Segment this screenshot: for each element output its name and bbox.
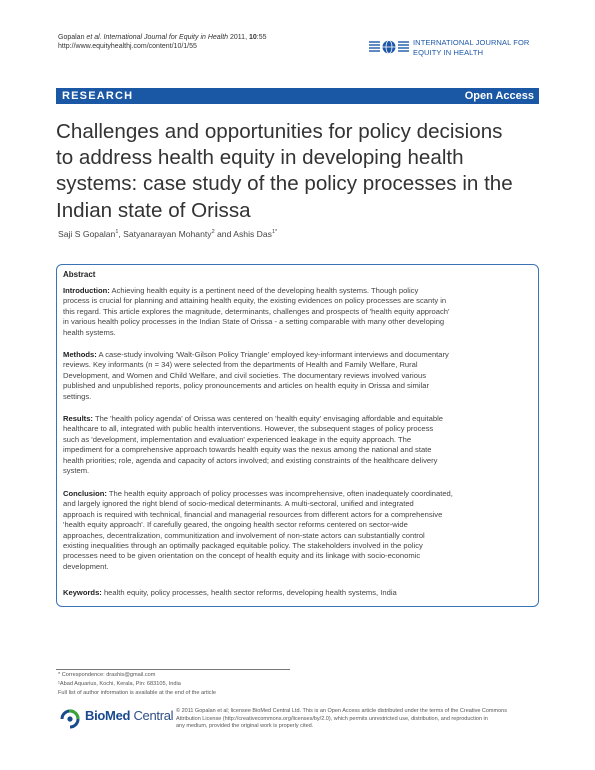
author-name[interactable]: Saji S Gopalan <box>58 229 116 239</box>
citation-line <box>58 33 267 43</box>
abstract-conclusion <box>63 489 533 572</box>
abstract-line: and largely ignored the right blend of socio-medical determinants. A multi-sectoral, unified and integrated <box>63 499 414 509</box>
author-separator: and <box>214 229 234 239</box>
abstract-line: process is crucial for planning and attaining health equity, the existing evidences on policy processes are scanty in <box>63 296 447 306</box>
author-separator: , <box>118 229 124 239</box>
affiliation-note: ¹Abad Aquarius, Kochi, Kerala, Pin: 683105, India <box>58 681 181 687</box>
section-label: Keywords: <box>63 588 102 597</box>
abstract-line: reviews. Key informants (n = 34) were selected from the departments of Health and Family Welfare, Rural <box>63 360 418 370</box>
abstract-line: approaches, decentralization, communitization and involvement of non-state actors can substantially control <box>63 530 425 540</box>
abstract-line <box>63 414 533 424</box>
section-label: Conclusion: <box>63 489 107 498</box>
abstract-line: impediment for a comprehensive approach towards health equity was the nexus among the national and state <box>63 445 432 455</box>
title-line: Indian state of Orissa <box>56 198 251 222</box>
author-affiliation-mark: 2 <box>211 229 215 236</box>
section-label: RESEARCH <box>62 90 134 102</box>
abstract-text: The 'health policy agenda' of Orissa was centered on 'health equity' envisaging affordable and equitable <box>92 414 443 423</box>
publisher-name-bold: BioMed <box>85 708 131 723</box>
publisher-name <box>85 708 173 723</box>
license-text <box>176 708 544 731</box>
abstract-text: Achieving health equity is a pertinent need of the developing health systems. Though policy <box>109 286 419 295</box>
abstract-line: approach is required with technical, financial and managerial resources from different actors for a comprehensive <box>63 509 443 519</box>
abstract-text: The health equity approach of policy processes was incomprehensive, often inadequately coordinated, <box>106 489 453 498</box>
biomed-central-logo-icon <box>58 709 82 729</box>
abstract-line: published and unpublished reports, policy pronouncements and articles on health equity in Orissa and similar <box>63 381 429 391</box>
abstract-heading: Abstract <box>63 270 96 279</box>
section-label: Results: <box>63 414 93 423</box>
abstract-line: such as 'development, implementation and evaluation' experienced leakage in the equity approach. The <box>63 434 412 444</box>
journal-name-line: INTERNATIONAL JOURNAL FOR <box>413 38 530 47</box>
abstract-line: Development, and Women and Child Welfare, and civil societies. The documentary reviews involved various <box>63 370 426 380</box>
abstract-results <box>63 414 533 476</box>
abstract-line <box>63 350 533 360</box>
article-title <box>56 119 546 224</box>
author-name[interactable]: Satyanarayan Mohanty <box>123 229 212 239</box>
citation-volume: 10 <box>248 34 257 41</box>
abstract-line: system. <box>63 466 90 476</box>
citation-author: Gopalan <box>58 34 87 41</box>
author-name[interactable]: Ashis Das <box>233 229 272 239</box>
citation-year: 2011, <box>228 34 249 41</box>
citation-journal: International Journal for Equity in Health <box>101 34 229 41</box>
abstract-keywords <box>63 588 533 598</box>
license-line: Attribution License (http://creativecommons.org/licenses/by/2.0), which permits unrestricted use, distribution, and reproduction in <box>176 715 488 722</box>
section-label: Introduction: <box>63 286 110 295</box>
title-line: Challenges and opportunities for policy decisions <box>56 120 503 143</box>
publisher-name-rest: Central <box>130 708 174 723</box>
citation-etal: et al. <box>86 34 102 41</box>
abstract-line: processes need to be given orientation on the concept of health equity and its linkage with socio-economic <box>63 551 421 561</box>
journal-name <box>413 38 529 57</box>
author-list <box>58 229 277 239</box>
citation-page: :55 <box>256 34 267 41</box>
license-line: © 2011 Gopalan et al; licensee BioMed Central Ltd. This is an Open Access article distributed under the terms of the Creative Commons <box>176 708 507 714</box>
abstract-line: health systems. <box>63 327 116 337</box>
abstract-line: development. <box>63 561 109 571</box>
abstract-methods <box>63 350 533 402</box>
abstract-line <box>63 286 533 296</box>
section-banner <box>56 88 539 104</box>
section-label: Methods: <box>63 350 97 359</box>
abstract-line: this regard. This article explores the magnitude, determinants, challenges and prospects of 'health equity approach' <box>63 306 450 316</box>
keywords-text: health equity, policy processes, health sector reforms, developing health systems, India <box>101 588 397 597</box>
title-line: systems: case study of the policy processes in the <box>56 172 513 196</box>
footnote-divider <box>56 669 290 670</box>
abstract-line: settings. <box>63 391 92 401</box>
abstract-introduction <box>63 286 533 338</box>
correspondence-note: * Correspondence: drashis@gmail.com <box>58 672 156 678</box>
journal-name-line: EQUITY IN HEALTH <box>413 47 484 57</box>
abstract-line: existing inequalities through an optimally packaged equitable policy. The stakeholders involved in the policy <box>63 541 423 551</box>
abstract-line: 'health equity approach'. If carefully geared, the ongoing health sector reforms centered on sector-wide <box>63 520 408 530</box>
abstract-text: A case-study involving 'Walt-Gilson Policy Triangle' employed key-informant interviews and documentary <box>96 350 449 359</box>
license-line: any medium, provided the original work is properly cited. <box>176 723 314 729</box>
abstract-line: health priorities; role, agenda and capacity of actors involved; and existing constraints of the healthcare delivery <box>63 455 438 465</box>
abstract-line: in various health policy processes in the Indian State of Orissa - a setting comparable with many other developing <box>63 317 445 327</box>
author-info-note: Full list of author information is available at the end of the article <box>58 690 216 696</box>
author-affiliation-mark: 1 <box>115 229 119 236</box>
abstract-line: healthcare to all, integrated with public health interventions. However, the subsequent stages of policy process <box>63 424 434 434</box>
journal-logo-icon <box>368 36 410 58</box>
article-url[interactable]: http://www.equityhealthj.com/content/10/1/55 <box>58 43 197 50</box>
title-line: to address health equity in developing health <box>56 146 464 170</box>
author-affiliation-mark: 1* <box>271 229 278 236</box>
open-access-label: Open Access <box>464 90 534 102</box>
abstract-line <box>63 489 533 499</box>
